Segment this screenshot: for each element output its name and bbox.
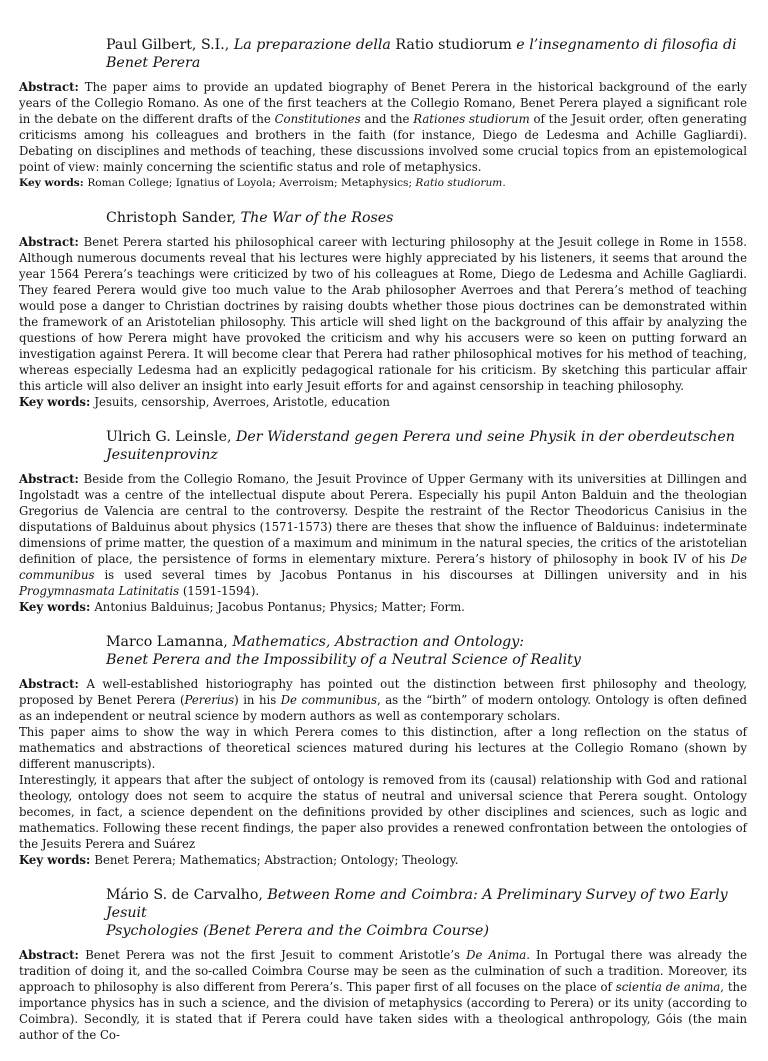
article-entry bbox=[19, 633, 747, 868]
article-heading bbox=[106, 36, 747, 72]
article-heading bbox=[106, 633, 747, 669]
article-title: The War of the Roses bbox=[240, 210, 394, 226]
article-abstract: Abstract: Benet Perera started his philosophical career with lecturing philosophy at the Jesuit college in Rome in 1558. Although numerous documents reveal that his lectures were highly appreciated by his listeners, it seems that around the year 1564 Perera’s teachings were criticized by two of his colleagues at Rome, Diego de Ledesma and Achille Gagliardi. They feared Perera would give too much value to the Arab philosopher Averroes and that Perera’s method of teaching would pose a danger to Christian doctrines by raising doubts whether those pious doctrines can be demonstrated within the framework of an Aristotelian philosophy. This article will shed light on the background of this affair by analyzing the questions of how Perera might have provoked the criticism and why his accusers were so keen on putting forward an investigation against Perera. It will become clear that Perera had rather philosophical motives for his method of teaching, whereas especially Ledesma had an explicitly pedagogical rationale for his criticism. By sketching this particular affair this article will also deliver an insight into early Jesuit efforts for and against censorship in teaching philosophy. bbox=[19, 235, 747, 393]
article-abstract: Abstract: A well-established historiography has pointed out the distinction between first philosophy and theology, proposed by Benet Perera (Pererius) in his De communibus, as the “birth” of modern ontology. Ontology is often defined as an independent or neutral science by modern authors as well as contemporary scholars. bbox=[19, 677, 747, 723]
document-page bbox=[19, 36, 747, 1061]
article-keywords: Key words: Roman College; Ignatius of Loyola; Averroism; Metaphysics; Ratio studiorum. bbox=[19, 177, 506, 189]
article-title: La preparazione della Ratio studiorum e l’insegnamento di filosofia di Benet Perera bbox=[106, 37, 737, 71]
article-abstract-paragraph: Interestingly, it appears that after the subject of ontology is removed from its (causal) relationship with God and rational theology, ontology does not seem to acquire the status of neutral and universal science that Perera sought. Ontology becomes, in fact, a science dependent on the definitions provided by other disciplines and sciences, such as logic and mathematics. Following these recent findings, the paper also provides a renewed confrontation between the ontologies of the Jesuits Perera and Suárez bbox=[19, 773, 747, 851]
article-abstract: Abstract: The paper aims to provide an updated biography of Benet Perera in the historical background of the early years of the Collegio Romano. As one of the first teachers at the Collegio Romano, Benet Perera played a significant role in the debate on the different drafts of the Constitutiones and the Rationes studiorum of the Jesuit order, often generating criticisms among his colleagues and brothers in the faith (for instance, Diego de Ledesma and Achille Gagliardi). Debating on disciplines and methods of teaching, these discussions involved some crucial topics from an epistemological point of view: mainly concerning the scientific status and role of metaphysics. bbox=[19, 80, 748, 174]
article-keywords: Key words: Jesuits, censorship, Averroes, Aristotle, education bbox=[19, 395, 390, 409]
article-heading bbox=[106, 886, 747, 940]
article-entry bbox=[19, 886, 747, 1043]
article-author: Ulrich G. Leinsle, bbox=[106, 429, 232, 445]
article-title: Mathematics, Abstraction and Ontology: bbox=[232, 634, 525, 650]
article-author: Mário S. de Carvalho, bbox=[106, 887, 263, 903]
article-keywords: Key words: Antonius Balduinus; Jacobus Pontanus; Physics; Matter; Form. bbox=[19, 600, 465, 614]
article-abstract: Abstract: Beside from the Collegio Romano, the Jesuit Province of Upper Germany with its universities at Dillingen and Ingolstadt was a centre of the intellectual dispute about Perera. Especially his pupil Anton Balduin and the theologian Gregorius de Valencia are central to the controversy. Despite the restraint of the Rector Theodoricus Canisius in the disputations of Balduinus about physics (1571-1573) there are theses that show the influence of Balduinus: indeterminate dimensions of prime matter, the question of a maximum and minimum in the natural species, the critics of the aristotelian definition of place, the persistence of forms in elementary mixture. Perera’s history of philosophy in book IV of his De communibus is used several times by Jacobus Pontanus in his discourses at Dillingen university and in his Progymnasmata Latinitatis (1591-1594). bbox=[19, 472, 747, 598]
article-entry bbox=[19, 209, 747, 410]
article-title-line-2: Psychologies (Benet Perera and the Coimbra Course) bbox=[106, 923, 489, 939]
article-title: Der Widerstand gegen Perera und seine Physik in der oberdeutschen Jesuitenprovinz bbox=[106, 429, 735, 463]
article-entry bbox=[19, 36, 747, 191]
article-title-line-2: Benet Perera and the Impossibility of a Neutral Science of Reality bbox=[106, 652, 581, 668]
article-author: Christoph Sander, bbox=[106, 210, 237, 226]
article-title: Between Rome and Coimbra: A Preliminary Survey of two Early Jesuit bbox=[106, 887, 728, 921]
article-author: Paul Gilbert, S.I., bbox=[106, 37, 230, 53]
article-heading bbox=[106, 428, 747, 464]
article-abstract: Abstract: Benet Perera was not the first Jesuit to comment Aristotle’s De Anima. In Portugal there was already the tradition of doing it, and the so-called Coimbra Course may be seen as the culmination of such a tradition. Moreover, its approach to philosophy is also different from Perera’s. This paper first of all focuses on the place of scientia de anima, the importance physics has in such a science, and the division of metaphysics (according to Perera) or its unity (according to Coimbra). Secondly, it is stated that if Perera could have taken sides with a theological anthropology, Góis (the main author of the Co- bbox=[19, 948, 747, 1042]
article-heading bbox=[106, 209, 747, 227]
article-keywords: Key words: Benet Perera; Mathematics; Abstraction; Ontology; Theology. bbox=[19, 853, 459, 867]
article-entry bbox=[19, 428, 747, 615]
article-author: Marco Lamanna, bbox=[106, 634, 228, 650]
article-abstract-paragraph: This paper aims to show the way in which Perera comes to this distinction, after a long reflection on the status of mathematics and abstractions of theoretical sciences matured during his lectures at the Collegio Romano (shown by different manuscripts). bbox=[19, 725, 747, 771]
